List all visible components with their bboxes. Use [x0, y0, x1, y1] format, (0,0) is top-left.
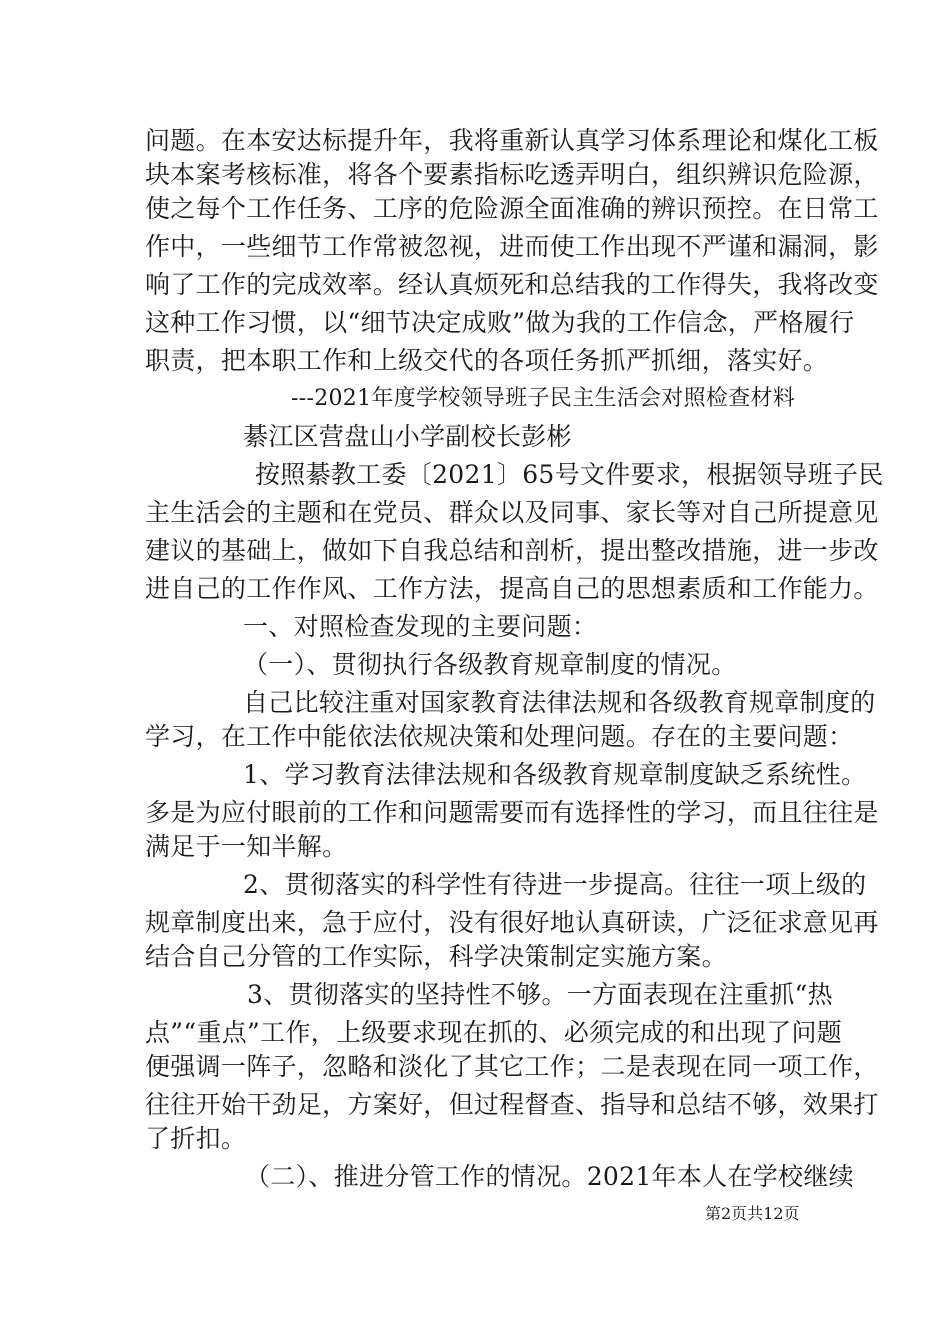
- subsection-heading: （一）、贯彻执行各级教育规章制度的情况。: [243, 650, 737, 679]
- text-line: 了折扣。: [145, 1124, 247, 1153]
- text-line: 使之每个工作任务、工序的危险源全面准确的辨识预控。在日常工: [145, 194, 879, 223]
- text-line: 问题。在本安达标提升年，我将重新认真学习体系理论和煤化工板: [145, 126, 879, 155]
- text-line: 1、学习教育法律法规和各级教育规章制度缺乏系统性。: [243, 760, 867, 789]
- subsection-heading: （二）、推进分管工作的情况。2021年本人在学校继续: [245, 1162, 854, 1191]
- text-line: 学习，在工作中能依法依规决策和处理问题。存在的主要问题：: [145, 722, 854, 751]
- text-line: 自己比较注重对国家教育法律法规和各级教育规章制度的: [243, 688, 876, 717]
- text-line: 主生活会的主题和在党员、群众以及同事、家长等对自己所提意见: [145, 498, 879, 527]
- text-line: 2、贯彻落实的科学性有待进一步提高。往往一项上级的: [243, 870, 867, 899]
- page-number: 第2页共12页: [705, 1204, 800, 1223]
- text-line: 进自己的工作作风、工作方法，提高自己的思想素质和工作能力。: [145, 574, 879, 603]
- text-line: 这种工作习惯，以“细节决定成败”做为我的工作信念，严格履行: [145, 308, 855, 337]
- text-line: 点”“重点”工作，上级要求现在抓的、必须完成的和出现了问题: [145, 1018, 843, 1047]
- text-line: 作中，一些细节工作常被忽视，进而使工作出现不严谨和漏洞，影: [145, 232, 879, 261]
- text-line: 响了工作的完成效率。经认真烦死和总结我的工作得失，我将改变: [145, 270, 879, 299]
- text-line: 便强调一阵子，忽略和淡化了其它工作；二是表现在同一项工作，: [145, 1052, 879, 1081]
- text-line: 结合自己分管的工作实际，科学决策制定实施方案。: [145, 942, 727, 971]
- section-heading: 一、对照检查发现的主要问题：: [243, 612, 598, 641]
- text-line: 往往开始干劲足，方案好，但过程督查、指导和总结不够，效果打: [145, 1090, 879, 1119]
- text-line: 按照綦教工委〔2021〕65号文件要求，根据领导班子民: [255, 460, 884, 489]
- text-line: 多是为应付眼前的工作和问题需要而有选择性的学习，而且往往是: [145, 798, 879, 827]
- text-line: 满足于一知半解。: [145, 832, 348, 861]
- text-line: 建议的基础上，做如下自我总结和剖析，提出整改措施，进一步改: [145, 536, 879, 565]
- document-title: ---2021年度学校领导班子民主生活会对照检查材料: [291, 386, 796, 411]
- text-line: 职责，把本职工作和上级交代的各项任务抓严抓细，落实好。: [145, 346, 829, 375]
- author-line: 綦江区营盘山小学副校长彭彬: [243, 422, 572, 451]
- text-line: 块本案考核标准，将各个要素指标吃透弄明白，组织辨识危险源，: [145, 160, 879, 189]
- text-line: 规章制度出来，急于应付，没有很好地认真研读，广泛征求意见再: [145, 908, 879, 937]
- text-line: 3、贯彻落实的坚持性不够。一方面表现在注重抓“热: [247, 980, 833, 1009]
